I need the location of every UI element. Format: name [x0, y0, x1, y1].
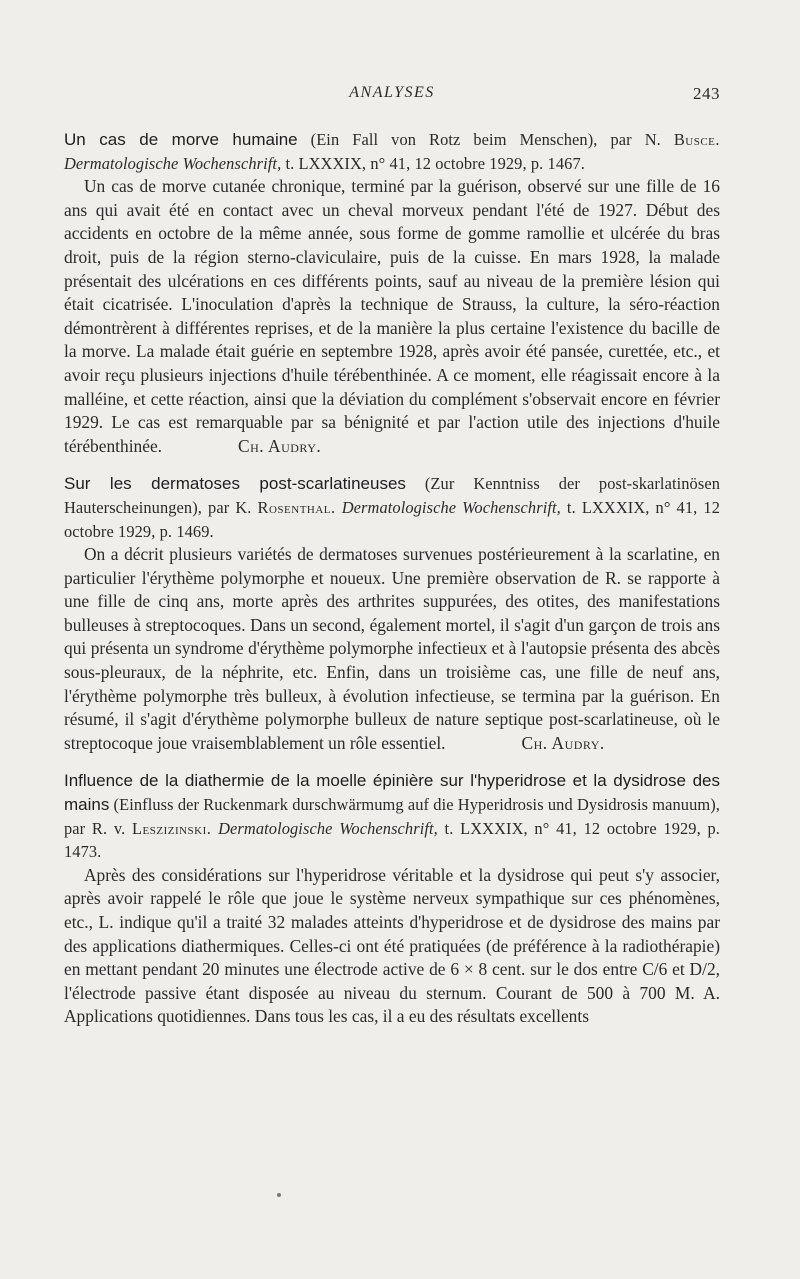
article-author: Busce.	[673, 130, 720, 149]
article-signature: Ch. Audry.	[238, 435, 322, 456]
article-body	[64, 864, 720, 1029]
source-prefix: (Ein Fall von Rotz beim Menschen), par N.	[297, 130, 674, 149]
running-head: ANALYSES	[349, 84, 435, 101]
source-prefix: (Einfluss der Ruckenmark durschwärmumg auf die Hyperidrosis und Dysidrosis manuum), par R. v.	[64, 795, 721, 838]
source-details: t. LXXXIX, n° 41, 12 octobre 1929, p. 1467.	[281, 153, 585, 173]
article-source	[64, 795, 720, 861]
article-dermatoses	[64, 472, 720, 755]
article-diathermie	[64, 769, 720, 1029]
journal-name: Dermatologische Wochenschrift,	[218, 818, 438, 838]
article-author: Rosenthal.	[257, 497, 336, 517]
article-text: Après des considérations sur l'hyperidrose véritable et la dysidrose qui peut s'y associer, après avoir rappelé le rôle que joue le système nerveux sympathique sur ces phénomènes, etc., L. indique qu'il a traité 32 malades atteints d'hyperidrose et de dysidrose des mains par des applications diathermiques. Celles-ci ont été pratiquées (de préférence à la radiothérapie) en mettant pendant 20 minutes une électrode active de 6 × 8 cent. sur le dos entre C/6 et D/2, l'électrode passive étant disposée au niveau du sternum. Courant de 500 à 700 M. A. Applications quotidiennes. Dans tous les cas, il a eu des résultats excellents	[64, 864, 720, 1027]
source-details: t. LXXXIX, n° 41, 12 octobre 1929, p. 1473.	[64, 818, 720, 862]
article-body	[64, 543, 720, 755]
source-prefix: (Zur Kenntniss der post-skarlatinösen Hauterscheinungen), par K.	[64, 474, 720, 517]
article-signature: Ch. Audry.	[521, 732, 605, 753]
article-text: Un cas de morve cutanée chronique, terminé par la guérison, observé sur une fille de 16 ans qui avait été en contact avec un cheval morveux pendant l'été de 1927. Début des accidents en octobre de la même année, sous forme de gomme ramollie et ulcérée du bras droit, puis de la région sterno-claviculaire, puis de la cuisse. En mars 1928, la malade présentait des ulcérations en ces différents points, sauf au niveau de la première lésion qui était cicatrisée. L'inoculation d'après la technique de Strauss, la culture, la séro-réaction démontrèrent à différentes reprises, et de la manière la plus certaine l'existence du bacille de la morve. La malade était guérie en septembre 1928, après avoir été pansée, curettée, etc., et avoir reçu plusieurs injections d'huile térébenthinée. A ce moment, elle réagissait encore à la malléine, et cette réaction, ainsi que la déviation du complément s'observait encore en février 1929. Le cas est remarquable par sa bénignité et par l'action utile des injections d'huile térébenthinée.	[64, 176, 720, 456]
article-morve	[64, 128, 720, 458]
ink-speck	[277, 1193, 281, 1197]
page-body	[64, 128, 720, 1029]
journal-name: Dermatologische Wochenschrift,	[341, 497, 561, 517]
journal-name: Dermatologische Wochenschrift,	[64, 153, 282, 173]
article-text: On a décrit plusieurs variétés de dermatoses survenues postérieurement à la scarlatine, en particulier l'érythème polymorphe et noueux. Une première observation de R. se rapporte à une fille de cinq ans, morte après des arthrites suppurées, des otites, des manifestations bulleuses à streptocoques. Dans un second, également mortel, il s'agit d'un garçon de trois ans qui présenta un syndrome d'érythème polymorphe infectieux et à l'autopsie présenta des abcès sous-pleuraux, de la néphrite, etc. Enfin, dans un troisième cas, une fille de neuf ans, l'érythème polymorphe très bulleux, à évolution infectieuse, se termina par la guérison. En résumé, il s'agit d'érythème polymorphe bulleux de nature septique post-scarlatineuse, où le streptocoque joue vraisemblablement un rôle essentiel.	[64, 544, 720, 753]
article-author: Leszizinski.	[132, 818, 212, 838]
source-details: t. LXXXIX, n° 41, 12 octobre 1929, p. 1469.	[64, 497, 720, 541]
article-title: Influence de la diathermie de la moelle épinière sur l'hyperidrose et la dysidrose des mains	[64, 771, 720, 815]
article-heading	[64, 472, 720, 543]
article-heading	[64, 769, 720, 863]
page-header	[64, 84, 720, 110]
article-title: Sur les dermatoses post-scarlatineuses	[64, 474, 406, 494]
page-number: 243	[693, 84, 720, 103]
article-heading	[64, 128, 720, 175]
article-body	[64, 175, 720, 458]
article-title: Un cas de morve humaine	[64, 130, 298, 149]
